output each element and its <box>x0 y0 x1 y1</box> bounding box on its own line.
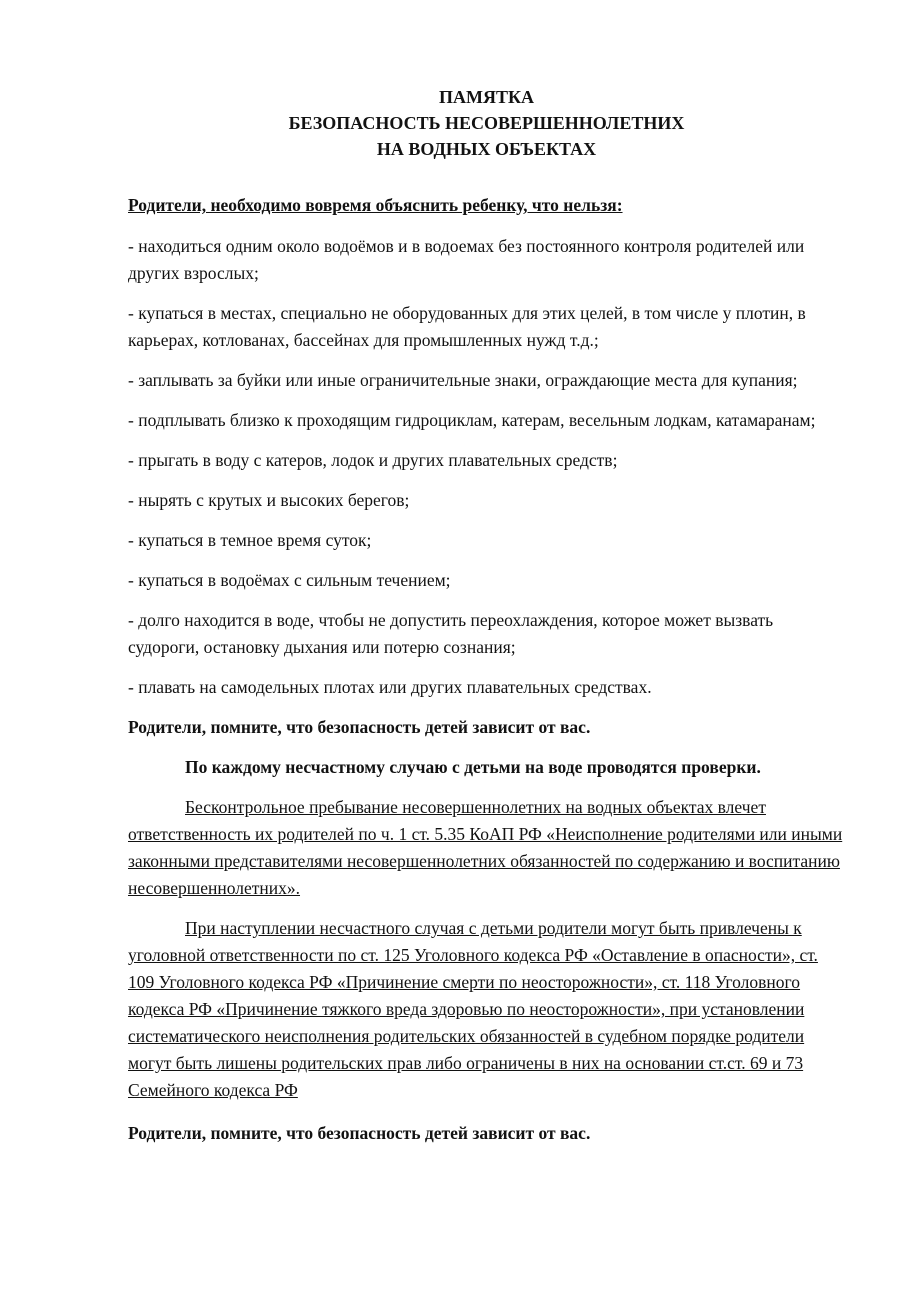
list-item: - долго находится в воде, чтобы не допустить переохлаждения, которое может вызвать судороги, остановку дыхания или потерю сознания; <box>128 610 774 657</box>
prohibitions-list <box>128 233 845 701</box>
reminder-text: Родители, помните, что безопасность детей зависит от вас. <box>128 1123 591 1143</box>
list-item: - нырять с крутых и высоких берегов; <box>128 490 410 510</box>
list-item: - находиться одним около водоёмов и в водоемах без постоянного контроля родителей или других взрослых; <box>128 236 805 283</box>
inspection-note: По каждому несчастному случаю с детьми на воде проводятся проверки. <box>185 757 761 777</box>
list-item: - купаться в водоёмах с сильным течением; <box>128 570 451 590</box>
list-item: - купаться в темное время суток; <box>128 530 372 550</box>
section-heading: Родители, необходимо вовремя объяснить ребенку, что нельзя: <box>128 195 623 215</box>
list-item: - подплывать близко к проходящим гидроциклам, катерам, весельным лодкам, катамаранам; <box>128 410 816 430</box>
title-line-2: БЕЗОПАСНОСТЬ НЕСОВЕРШЕННОЛЕТНИХ <box>288 113 685 133</box>
list-item: - заплывать за буйки или иные ограничительные знаки, ограждающие места для купания; <box>128 370 798 390</box>
list-item: - купаться в местах, специально не оборудованных для этих целей, в том числе у плотин, в карьерах, котлованах, бассейнах для промышленных нужд т.д.; <box>128 303 806 350</box>
reminder-text: Родители, помните, что безопасность детей зависит от вас. <box>128 717 591 737</box>
legal-section <box>128 794 845 1104</box>
legal-paragraph: Бесконтрольное пребывание несовершеннолетних на водных объектах влечет ответственность их родителей по ч. 1 ст. 5.35 КоАП РФ «Неисполнение родителями или иными законными представителями несовершеннолетних обязанностей по содержанию и воспитанию несовершеннолетних». <box>128 797 843 898</box>
title-line-1: ПАМЯТКА <box>438 87 535 107</box>
list-item: - плавать на самодельных плотах или других плавательных средствах. <box>128 677 652 697</box>
document-title <box>128 84 845 162</box>
legal-paragraph: При наступлении несчастного случая с детьми родители могут быть привлечены к уголовной ответственности по ст. 125 Уголовного кодекса РФ «Оставление в опасности», ст. 109 Уголовного кодекса РФ «Причинение смерти по неосторожности», ст. 118 Уголовного кодекса РФ «Причинение тяжкого вреда здоровью по неосторожности», при установлении систематического неисполнения родительских обязанностей в судебном порядке родители могут быть лишены родительских прав либо ограничены в них на основании ст.ст. 69 и 73 Семейного кодекса РФ <box>128 918 818 1100</box>
title-line-3: НА ВОДНЫХ ОБЪЕКТАХ <box>376 139 597 159</box>
list-item: - прыгать в воду с катеров, лодок и других плавательных средств; <box>128 450 618 470</box>
